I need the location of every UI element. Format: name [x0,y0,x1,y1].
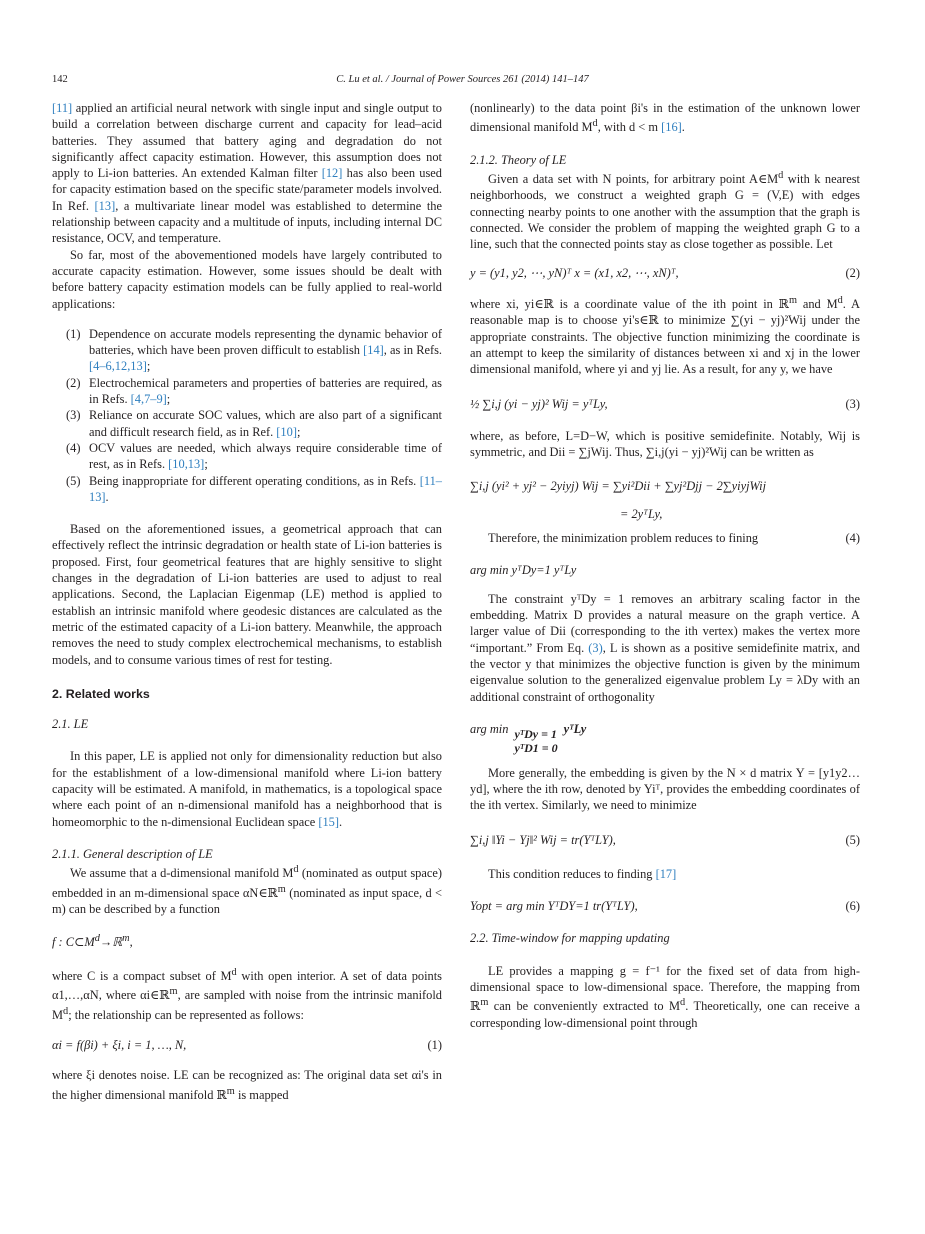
citation-link[interactable]: [10] [276,424,297,439]
list-item: (3) Reliance on accurate SOC values, which are also part of a significant and difficult research field, as in Ref. [10]; [66,408,442,439]
equation-number: (4) [845,531,860,546]
paragraph: Given a data set with N points, for arbitrary point $A\in M^d$ with k nearest neighborhoods, we construct a weighted graph G = (V,E) with edges connecting nearby points to one another with the assumption that the graph is connected. We consider the problem of mapping the weighted graph G to a line, such that the connected points stay as close together as possible. Let [470,170,860,252]
paragraph: where, as before, L=D−W, which is positive semidefinite. Notably, Wij is symmetric, and Dii = ∑jWij. Thus, ∑i,j(yi − yj)²Wij can be written as [470,428,860,459]
page-number: 142 [52,74,68,85]
citation-link[interactable]: [4,7–9] [130,392,167,407]
equation: arg min yᵀDy=1 yᵀLy [470,563,577,578]
paragraph: In this paper, LE is applied not only for dimensionality reduction but also for the establishment of a low-dimensional manifold where Li-ion battery capacity will be estimated. A manifold, in mathematics, is a topological space where each point of an n-dimensional manifold has a neighborhood that is homeomorphic to the n-dimensional Euclidean space [15]. [52,749,442,829]
paragraph: Based on the aforementioned issues, a geometrical approach that can effectively reflect the intrinsic degradation or health state of Li-ion batteries is proposed. First, four geometrical features that are highly sensitive to slight changes in the degradation of Li-ion batteries are used to adjust to real applications. Second, the Laplacian Eigenmap (LE) method is applied to establish an intrinsic manifold where geodesic distances are calculated as the metric of the estimated capacity of a Li-ion battery. Meanwhile, the approach removes the need to study complex electrochemical mechanisms, to establish models, and to consume various times of rest for testing. [52,522,442,667]
citation-link[interactable]: [14] [363,343,384,358]
equation: αi = f(βi) + ξi, i = 1, …, N, (1) [52,1038,442,1052]
left-column [52,100,442,1103]
equation-number: (6) [845,898,860,913]
list-item: (1) Dependence on accurate models representing the dynamic behavior of batteries, which have been proven difficult to establish [14], as in Refs. [4–6,12,13]; [66,326,442,374]
subsection-heading: 2.2. Time-window for mapping updating [470,931,670,946]
citation-link[interactable]: (3) [588,640,603,655]
equation-number: (5) [845,832,860,847]
paragraph: The constraint yᵀDy = 1 removes an arbitrary scaling factor in the embedding. Matrix D provides a natural measure on the graph vertice. A larger value of Dii (corresponding to the ith vertex) makes the vertex more “important.” From Eq. (3), L is shown as a positive semidefinite matrix, and the vector y that minimizes the objective function is given by the minimum eigenvalue solution to the generalized eigenvalue problem Ly = λDy with an additional constraint of orthogonality [470,591,860,704]
citation-link[interactable]: [17] [655,866,677,881]
subsection-heading: 2.1. LE [52,717,89,732]
paragraph: where ξi denotes noise. LE can be recognized as: The original data set αi's in the higher dimensional manifold ℝ$^m$ is mapped [52,1068,442,1102]
paragraph: LE provides a mapping g = f⁻¹ for the fixed set of data from high-dimensional space to low-dimensional space. Therefore, the mapping from ℝ$^m$ can be conveniently extracted to $M^d$. Theoretically, one can receive a corresponding low-dimensional point through [470,963,860,1030]
equation-number: (1) [427,1038,442,1052]
equation: f : $C\subset M^d\to ℝ^m$, [52,933,133,950]
equation: ∑i,j ‖Yi − Yj‖² Wij = tr(YᵀLY), (5) [470,830,860,850]
equation: arg min yᵀDy = 1 yᵀD1 = 0 yᵀLy [470,721,587,755]
paragraph: [11] applied an artificial neural network with single input and single output to build a correlation between discharge current and capacity for lead–acid batteries. They assumed that battery aging and degradation do not significantly affect capacity estimation. However, this assumption does not apply to Li-ion batteries. An extended Kalman filter [12] has also been used for capacity estimation based on the specific state/parameter models involved. In Ref. [13], a multivariate linear model was established to determine the relationship between capacity and a multitude of inputs, including internal DC resistance, OCV, and temperature. [52,101,442,246]
list-item: (4) OCV values are needed, which always require considerable time of rest, as in Refs. [10,13]; [66,440,442,472]
citation-link[interactable]: [15] [318,814,339,829]
paragraph: So far, most of the abovementioned models have largely contributed to accurate capacity estimation. However, some issues should be dealt with before battery capacity estimation models can be fully applied to real-world applications: [52,247,442,311]
equation: Yopt = arg min YᵀDY=1 tr(YᵀLY), (6) [470,898,860,913]
equation: ½ ∑i,j (yi − yj)² Wij = yᵀLy, (3) [470,394,860,414]
citation-link[interactable]: [16] [661,120,682,135]
citation-link[interactable]: [10,13] [168,457,205,472]
citation-link[interactable]: [12] [321,166,343,181]
equation-number: (2) [845,265,860,280]
citation-link[interactable]: [4–6,12,13] [89,359,147,374]
right-column [470,100,860,1031]
subsection-heading: 2.1.1. General description of LE [52,846,213,861]
list-item: (2) Electrochemical parameters and properties of batteries are required, as in Refs. [4,7–9]; [66,375,442,407]
running-head: C. Lu et al. / Journal of Power Sources 261 (2014) 141–147 [336,74,589,85]
citation-link[interactable]: [11–13] [89,473,442,504]
equation-number: (3) [845,396,860,411]
paragraph: This condition reduces to finding [17] [488,866,677,881]
paragraph: (nonlinearly) to the data point βi's in the estimation of the unknown lower dimensional manifold $M^d$, with d < m [16]. [470,101,860,135]
paragraph: where xi, yi∈ℝ is a coordinate value of the ith point in ℝ$^m$ and $M^d$. A reasonable map is to choose yi's∈ℝ to minimize ∑(yi − yj)²Wij under the appropriate constraints. The objective function minimizing the coordinate is an attempt to keep the similarity of distances between xi and xj in the lower dimensional manifold, where yi and yj lie. As a result, for any y, we have [470,294,860,377]
paragraph: More generally, the embedding is given by the N × d matrix Y = [y1y2…yd], where the ith row, denoted by Yiᵀ, provides the embedding coordinates of the ith vertex. Similarly, we need to minimize [470,765,860,813]
paragraph: We assume that a d-dimensional manifold $M^d$ (nominated as output space) embedded in an m-dimensional space αN∈ℝ$^m$ (nominated as input space, d < m) can be described by a function [52,864,442,917]
paragraph: where C is a compact subset of $M^d$ with open interior. A set of data points α1,…,αN, where αi∈ℝ$^m$, are sampled with noise from the intrinsic manifold $M^d$; the relationship can be represented as follows: [52,966,442,1022]
section-heading: 2. Related works [52,686,150,701]
list-item: (5) Being inappropriate for different operating conditions, as in Refs. [11–13]. [66,473,442,504]
citation-link[interactable]: [13] [94,198,116,213]
subsection-heading: 2.1.2. Theory of LE [470,152,567,167]
equation: y = (y1, y2, ⋯, yN)ᵀ x = (x1, x2, ⋯, xN)ᵀ, (2) [470,265,860,280]
paragraph: Therefore, the minimization problem reduces to fining [488,531,759,546]
citation-link[interactable]: [11] [52,101,73,115]
equation: ∑i,j (yi² + yj² − 2yiyj) Wij = ∑yi²Dii + ∑yj²Djj − 2∑yiyjWij = 2yᵀLy, (4) [470,476,860,524]
issues-list [52,326,442,505]
